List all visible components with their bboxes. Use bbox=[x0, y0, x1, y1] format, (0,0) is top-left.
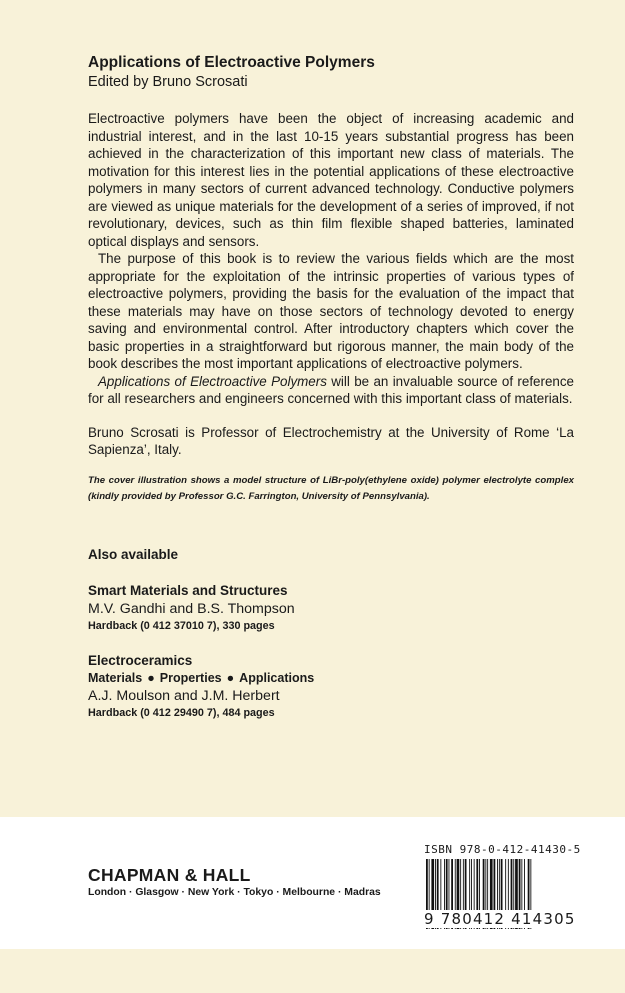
about-editor: Bruno Scrosati is Professor of Electrochemistry at the University of Rome ‘La Sapienza’, Italy. bbox=[88, 424, 574, 457]
book-editor: Edited by Bruno Scrosati bbox=[88, 74, 248, 90]
related-book-details: Hardback (0 412 37010 7), 330 pages bbox=[88, 619, 275, 632]
publisher-cities: London · Glasgow · New York · Tokyo · Melbourne · Madras bbox=[88, 887, 381, 898]
bullet-icon: ● bbox=[226, 670, 235, 685]
related-book-authors: A.J. Moulson and J.M. Herbert bbox=[88, 687, 280, 704]
blurb-paragraph-2: The purpose of this book is to review the various fields which are the most appropriate for the exploitation of the intrinsic properties of various types of electroactive polymers, providing the basis for the evaluation of the impact that these materials may have on those sectors of technology devoted to energy saving and environmental control. After introductory chapters which cover the basic properties in a straightforward but rigorous manner, the main body of the book describes the most important applications of electroactive polymers. bbox=[88, 251, 574, 371]
subtitle-word: Applications bbox=[239, 670, 315, 685]
blurb-paragraph-3 bbox=[88, 373, 574, 408]
publisher-footer bbox=[0, 817, 625, 949]
related-book-1 bbox=[88, 582, 574, 634]
related-book-authors: M.V. Gandhi and B.S. Thompson bbox=[88, 600, 295, 617]
related-book-details: Hardback (0 412 29490 7), 484 pages bbox=[88, 706, 275, 719]
related-book-title: Electroceramics bbox=[88, 652, 193, 668]
subtitle-word: Properties bbox=[159, 670, 222, 685]
book-title: Applications of Electroactive Polymers bbox=[88, 54, 375, 71]
barcode-number: 9 780412 414305 bbox=[424, 910, 576, 928]
publisher-name: CHAPMAN & HALL bbox=[88, 865, 251, 885]
related-book-2 bbox=[88, 652, 574, 721]
subtitle-word: Materials bbox=[88, 670, 143, 685]
blurb-paragraph-1: Electroactive polymers have been the object of increasing academic and industrial interest, and in the last 10-15 years substantial progress has been achieved in the characterization of this important new class of materials. The motivation for this interest lies in the potential applications of these electroactive polymers in many sectors of current advanced technology. Conductive polymers are viewed as unique materials for the development of a series of improved, if not revolutionary, devices, such as thin film flexible shaped batteries, laminated optical displays and sensors. bbox=[88, 111, 574, 249]
related-book-title: Smart Materials and Structures bbox=[88, 582, 288, 598]
back-cover-text bbox=[88, 53, 574, 721]
bullet-icon: ● bbox=[147, 670, 155, 685]
also-available-heading: Also available bbox=[88, 546, 179, 562]
isbn-label: ISBN 978-0-412-41430-5 bbox=[424, 843, 581, 856]
blurb-paragraph-3-text: will be an invaluable source of reference for all researchers and engineers concerned with this important class of materials. bbox=[88, 373, 574, 406]
related-book-subtitle bbox=[88, 670, 574, 687]
blurb-book-title: Applications of Electroactive Polymers bbox=[98, 373, 327, 389]
cover-illustration-note: The cover illustration shows a model structure of LiBr-poly(ethylene oxide) polymer electrolyte complex (kindly provided by Professor G.C. Farrington, University of Pennsylvania). bbox=[88, 474, 574, 502]
